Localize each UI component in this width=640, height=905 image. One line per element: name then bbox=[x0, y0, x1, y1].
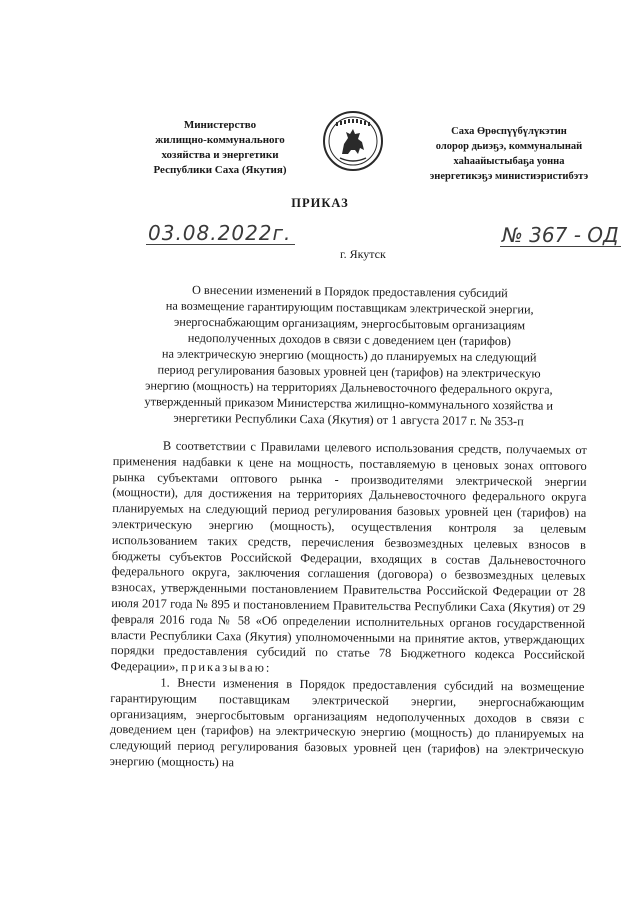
ministry-name-line: жилищно-коммунального bbox=[155, 134, 285, 146]
ministry-name-yakut bbox=[404, 124, 614, 184]
ministry-name-line: хозяйства и энергетики bbox=[161, 149, 279, 161]
order-city: г. Якутск bbox=[340, 247, 386, 261]
subject-line: недополученных доходов в связи с доведением цен (тарифов) bbox=[187, 330, 512, 349]
subject-line: О внесении изменений в Порядок предоставления субсидий bbox=[191, 282, 508, 301]
order-date-handwritten: 03.08.2022г. bbox=[146, 222, 295, 245]
ministry-name-line: хаһаайыстыбаҕа уонна bbox=[453, 156, 565, 167]
body-paragraph-preamble bbox=[111, 438, 587, 680]
order-number-handwritten: № 367 - ОД bbox=[502, 223, 619, 247]
yakutia-coat-of-arms-icon bbox=[322, 110, 384, 172]
letterhead bbox=[0, 110, 640, 190]
ministry-name-line: Республики Саха (Якутия) bbox=[153, 164, 287, 176]
subject-line: энергию (мощность) на территориях Дальневосточного федерального округа, bbox=[145, 378, 553, 397]
subject-line: утвержденный приказом Министерства жилищно-коммунального хозяйства и bbox=[144, 394, 554, 413]
ministry-name-line: Саха Өрөспүүбүлүкэтин bbox=[451, 126, 567, 137]
subject-line: на электрическую энергию (мощность) до планируемых на следующий bbox=[161, 346, 537, 365]
ministry-name-line: олорор дьиэҕэ, коммуналынай bbox=[435, 141, 583, 152]
order-word: приказываю: bbox=[181, 659, 272, 675]
body-paragraph-item-1: 1. Внести изменения в Порядок предоставления субсидий на возмещение гарантирующим поставщикам электрической энергии, энергоснабжающим организациям, энергосбытовым организациям недополученных доходов в связи с доведением цен (тарифов) на электрическую энергию (мощность) до планируемых на следующий период регулирования базовых уровней цен (тарифов) на электрическую энергию (мощность) на bbox=[109, 675, 585, 770]
ministry-name-russian bbox=[130, 118, 310, 178]
subject-line: на возмещение гарантирующим поставщикам электрической энергии, bbox=[165, 298, 534, 317]
order-title: ПРИКАЗ bbox=[291, 196, 349, 210]
ministry-name-line: Министерство bbox=[183, 119, 257, 131]
order-subject bbox=[108, 281, 589, 430]
subject-line: энергетики Республики Саха (Якутия) от 1 августа 2017 г. № 353-п bbox=[173, 410, 524, 429]
ministry-name-line: энергетикэҕэ министиэристибэтэ bbox=[429, 171, 589, 182]
order-body bbox=[110, 438, 587, 775]
subject-line: период регулирования базовых уровней цен (тарифов) на электрическую bbox=[157, 362, 541, 381]
preamble-text: В соответствии с Правилами целевого использования средств, получаемых от применения надбавки к цене на мощность, поставляемую в ценовых зонах оптового рынка субъектами оптового рынка - производителями электрической энергии (мощности), для достижения на территориях Дальневосточного федерального округа планируемых на следующий период регулирования базовых уровней цен (тарифов) на электрическую энергию (мощность), осуществления контроля за целевым использованием таких средств, перечисления безвозмездных целевых взносов в бюджеты субъектов Российской Федерации, входящих в состав Дальневосточного федерального округа, заключения соглашения (договора) о безвозмездных целевых взносах, утвержденными постановлением Правительства Российской Федерации от 28 июля 2017 года № 895 и постановлением Правительства Республики Саха (Якутия) от 29 февраля 2016 года № 58 «Об определении исполнительных органов государственной власти Республики Саха (Якутия) уполномоченными на принятие актов, утверждающих порядки предоставления субсидий по статье 78 Бюджетного кодекса Российской Федерации», bbox=[110, 438, 587, 674]
subject-line: энергоснабжающим организациям, энергосбытовым организациям bbox=[173, 314, 526, 333]
